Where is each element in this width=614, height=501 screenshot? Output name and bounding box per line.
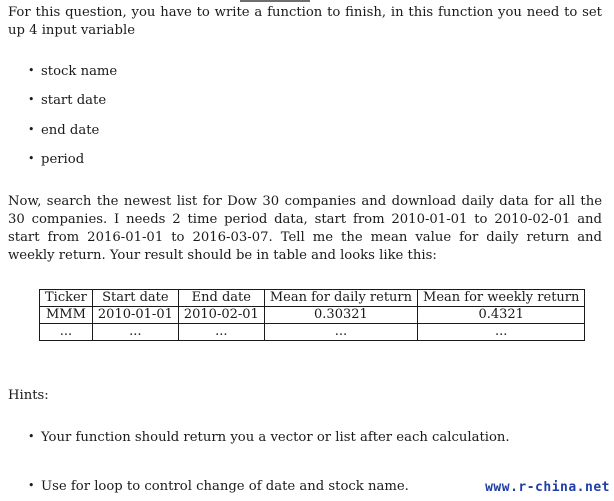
bullet-item-label: start date [41,93,107,108]
bullet-item-label: period [41,152,85,167]
cell-mean-daily: ... [264,324,417,341]
description-paragraph: Now, search the newest list for Dow 30 companies and download daily data for all the 30 companies. I needs 2 time period data, start from 2010-01-01 to 2010-02-01 and start from 2016-01-01 to 2016-03-07. Tell me the mean value for daily return and weekly return. Your result should be in table and looks like this: [8,194,602,263]
cell-ticker: MMM [40,307,93,324]
bullet-item-end-date [28,122,99,140]
hint-text: Your function should return you a vector or list after each calculation. [41,430,510,445]
header-end-date: End date [178,290,264,307]
bullet-item-period [28,151,84,169]
bullet-icon: • [28,152,35,165]
intro-paragraph: For this question, you have to write a function to finish, in this function you need to set up 4 input variable [8,5,602,38]
cell-ticker: ... [40,324,93,341]
cell-start-date: 2010-01-01 [92,307,178,324]
bullet-icon: • [28,64,35,77]
cell-end-date: 2010-02-01 [178,307,264,324]
top-scroll-indicator [240,0,310,2]
cell-mean-daily: 0.30321 [264,307,417,324]
bullet-icon: • [28,430,35,443]
hint-text: Use for loop to control change of date and stock name. [41,479,409,494]
header-start-date: Start date [92,290,178,307]
cell-end-date: ... [178,324,264,341]
cell-mean-weekly: ... [418,324,585,341]
header-mean-weekly-return: Mean for weekly return [418,290,585,307]
bullet-item-stock-name [28,63,117,81]
table-header-row [40,290,585,307]
bullet-icon: • [28,93,35,106]
watermark: www.r-china.net [485,480,610,495]
hint-item [28,429,510,447]
results-table [39,289,585,341]
hint-item [28,478,409,496]
bullet-item-label: stock name [41,64,118,79]
table-row [40,324,585,341]
table-row [40,307,585,324]
header-mean-daily-return: Mean for daily return [264,290,417,307]
bullet-icon: • [28,479,35,492]
bullet-item-start-date [28,92,106,110]
header-ticker: Ticker [40,290,93,307]
bullet-item-label: end date [41,123,100,138]
hints-label: Hints: [8,388,49,403]
cell-mean-weekly: 0.4321 [418,307,585,324]
bullet-icon: • [28,123,35,136]
cell-start-date: ... [92,324,178,341]
